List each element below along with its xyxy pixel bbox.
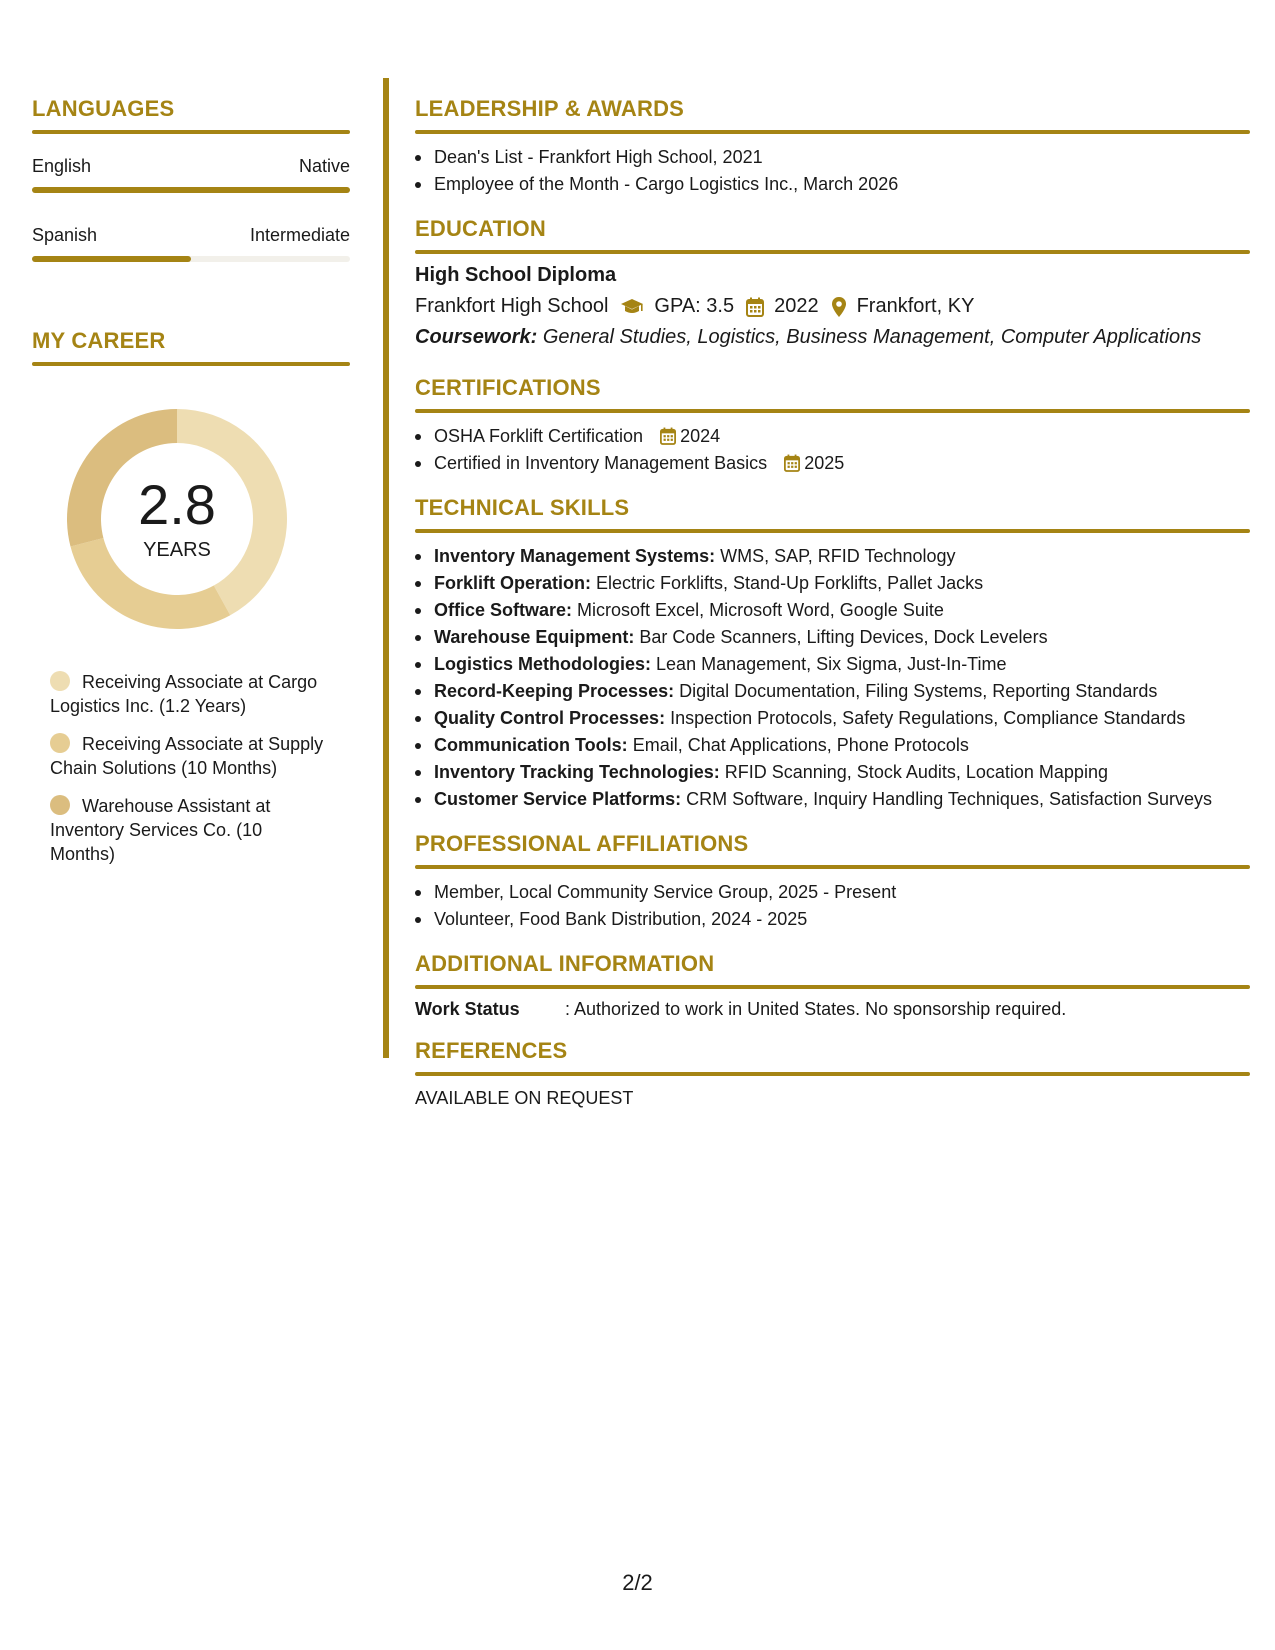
calendar-icon: [746, 297, 764, 317]
language-row: [32, 225, 350, 246]
calendar-icon: [784, 454, 800, 472]
language-row: [32, 156, 350, 177]
certification-year: 2025: [804, 453, 845, 473]
additional-section: [415, 951, 1250, 1020]
language-level: Native: [298, 156, 350, 176]
skill-text: Lean Management, Six Sigma, Just-In-Time: [656, 654, 1007, 674]
list-item: [415, 705, 1250, 732]
skills-list: [415, 543, 1250, 813]
location-pin-icon: [831, 296, 847, 318]
legend-label: Receiving Associate at Supply Chain Solutions (10 Months): [50, 734, 324, 778]
career-legend: [32, 670, 332, 866]
certifications-section: [415, 375, 1250, 477]
list-item: [415, 786, 1250, 813]
skill-label: Record-Keeping Processes:: [434, 681, 675, 701]
language-bar-fill: [32, 256, 191, 262]
language-bar: [32, 256, 350, 262]
language-bar: [32, 187, 350, 193]
section-rule: [415, 409, 1250, 413]
skill-label: Forklift Operation:: [434, 573, 591, 593]
legend-dot: [50, 733, 70, 753]
list-item: [415, 759, 1250, 786]
section-rule: [415, 865, 1250, 869]
language-bar-fill: [32, 187, 350, 193]
skill-label: Inventory Management Systems:: [434, 546, 716, 566]
section-rule: [415, 1072, 1250, 1076]
skill-label: Office Software:: [434, 600, 573, 620]
list-item: [415, 624, 1250, 651]
degree-title: High School Diploma: [415, 264, 617, 286]
references-section: [415, 1038, 1250, 1109]
legend-label: Receiving Associate at Cargo Logistics Inc. (1.2 Years): [50, 672, 318, 716]
skill-text: Email, Chat Applications, Phone Protocols: [632, 735, 969, 755]
coursework-text: General Studies, Logistics, Business Management, Computer Applications: [542, 326, 1202, 348]
list-item: [415, 570, 1250, 597]
section-rule: [415, 529, 1250, 533]
list-item: [415, 450, 1250, 477]
skill-text: Microsoft Excel, Microsoft Word, Google Suite: [577, 600, 944, 620]
list-item: Employee of the Month - Cargo Logistics Inc., March 2026: [415, 171, 1250, 198]
certification-name: Certified in Inventory Management Basics: [434, 453, 768, 473]
list-item: [415, 423, 1250, 450]
skill-label: Logistics Methodologies:: [434, 654, 652, 674]
info-value: : Authorized to work in United States. No sponsorship required.: [565, 999, 1067, 1019]
coursework-label: Coursework:: [415, 326, 538, 348]
skill-text: WMS, SAP, RFID Technology: [720, 546, 956, 566]
legend-dot: [50, 671, 70, 691]
skill-label: Quality Control Processes:: [434, 708, 666, 728]
right-column: [415, 96, 1250, 1127]
list-item: Volunteer, Food Bank Distribution, 2024 - 2025: [415, 906, 1250, 933]
education-details: [415, 295, 1250, 318]
gpa: GPA: 3.5: [654, 295, 735, 317]
references-text: AVAILABLE ON REQUEST: [415, 1088, 634, 1108]
leadership-list: [415, 144, 1250, 198]
list-item: [415, 543, 1250, 570]
section-rule: [32, 362, 350, 366]
page-number: 2/2: [622, 1570, 653, 1595]
coursework: [415, 326, 1250, 349]
info-key: Work Status: [415, 999, 520, 1019]
references-title: REFERENCES: [415, 1038, 568, 1063]
education-title: EDUCATION: [415, 216, 546, 241]
legend-item: [50, 794, 332, 866]
calendar-icon: [660, 427, 676, 445]
career-total-years: 2.8: [138, 472, 216, 536]
list-item: [415, 597, 1250, 624]
skill-text: RFID Scanning, Stock Audits, Location Mapping: [724, 762, 1108, 782]
skill-text: Digital Documentation, Filing Systems, Reporting Standards: [679, 681, 1158, 701]
certification-name: OSHA Forklift Certification: [434, 426, 644, 446]
affiliations-list: [415, 879, 1250, 933]
column-divider: [383, 78, 389, 1058]
language-level: Intermediate: [249, 225, 350, 245]
list-item: [415, 651, 1250, 678]
legend-dot: [50, 795, 70, 815]
skill-text: Inspection Protocols, Safety Regulations, Compliance Standards: [670, 708, 1186, 728]
certifications-title: CERTIFICATIONS: [415, 375, 601, 400]
graduation-year: 2022: [774, 295, 819, 317]
skill-text: Bar Code Scanners, Lifting Devices, Dock Levelers: [639, 627, 1048, 647]
career-title: MY CAREER: [32, 328, 166, 353]
skills-section: [415, 495, 1250, 813]
section-rule: [415, 130, 1250, 134]
skill-label: Customer Service Platforms:: [434, 789, 682, 809]
left-column: [32, 96, 350, 880]
certification-year: 2024: [680, 426, 721, 446]
school-location: Frankfort, KY: [856, 295, 975, 317]
legend-item: [50, 732, 332, 780]
additional-title: ADDITIONAL INFORMATION: [415, 951, 715, 976]
skill-label: Inventory Tracking Technologies:: [434, 762, 720, 782]
skill-label: Warehouse Equipment:: [434, 627, 635, 647]
skill-text: CRM Software, Inquiry Handling Techniques, Satisfaction Surveys: [686, 789, 1213, 809]
career-section: [32, 328, 350, 866]
list-item: Dean's List - Frankfort High School, 2021: [415, 144, 1250, 171]
career-total-unit: YEARS: [143, 538, 211, 561]
list-item: [415, 732, 1250, 759]
section-rule: [415, 250, 1250, 254]
education-section: [415, 216, 1250, 349]
leadership-title: LEADERSHIP & AWARDS: [415, 96, 685, 121]
skill-label: Communication Tools:: [434, 735, 628, 755]
skills-title: TECHNICAL SKILLS: [415, 495, 630, 520]
languages-title: LANGUAGES: [32, 96, 175, 121]
section-rule: [32, 130, 350, 134]
affiliations-title: PROFESSIONAL AFFILIATIONS: [415, 831, 749, 856]
legend-label: Warehouse Assistant at Inventory Services Co. (10 Months): [50, 796, 271, 864]
languages-section: [32, 96, 350, 262]
list-item: [415, 678, 1250, 705]
list-item: Member, Local Community Service Group, 2025 - Present: [415, 879, 1250, 906]
certifications-list: [415, 423, 1250, 477]
language-name: English: [32, 156, 92, 176]
skill-text: Electric Forklifts, Stand-Up Forklifts, Pallet Jacks: [596, 573, 984, 593]
graduation-cap-icon: [620, 297, 644, 317]
affiliations-section: [415, 831, 1250, 933]
legend-item: [50, 670, 332, 718]
school-name: Frankfort High School: [415, 295, 609, 317]
language-name: Spanish: [32, 225, 98, 245]
leadership-section: [415, 96, 1250, 198]
career-donut: [32, 406, 350, 646]
donut-center: [64, 406, 290, 632]
info-row: [415, 999, 1250, 1020]
section-rule: [415, 985, 1250, 989]
